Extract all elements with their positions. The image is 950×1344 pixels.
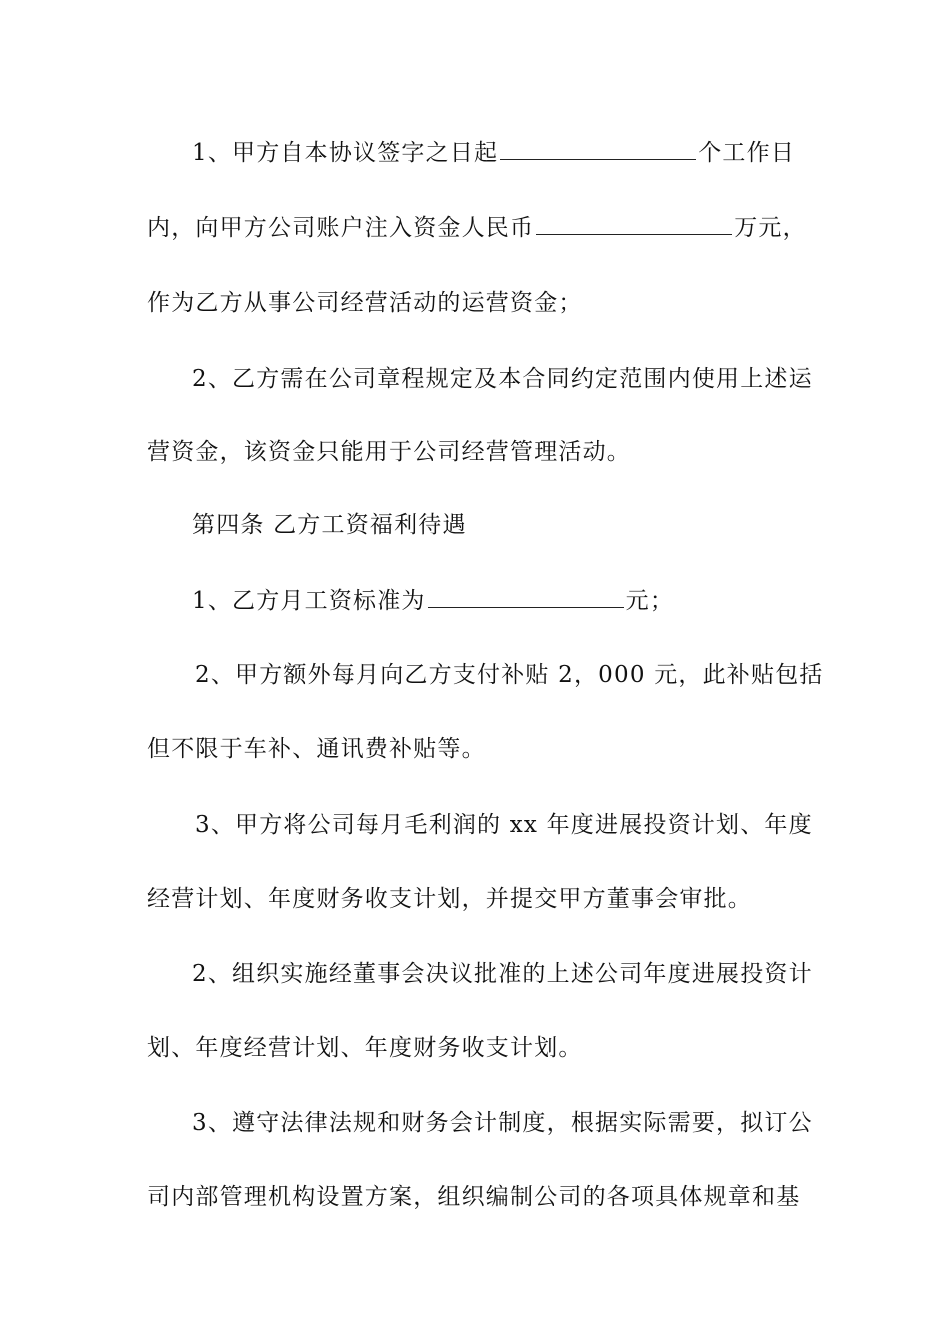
- blank-workdays: [500, 139, 696, 160]
- blank-salary: [428, 587, 624, 608]
- paragraph-2-line-2: 营资金，该资金只能用于公司经营管理活动。: [147, 439, 631, 465]
- paragraph-6-line-1: 2、组织实施经董事会决议批准的上述公司年度进展投资计: [192, 961, 813, 987]
- paragraph-7-line-2: 司内部管理机构设置方案，组织编制公司的各项具体规章和基: [147, 1184, 801, 1210]
- text: 元；: [625, 588, 675, 614]
- text: 个工作日: [698, 140, 796, 166]
- text: 内，向甲方公司账户注入资金人民币: [147, 215, 535, 241]
- blank-amount: [536, 214, 732, 235]
- paragraph-1-line-1: [192, 138, 872, 168]
- text: 1、甲方自本协议签字之日起: [192, 140, 499, 166]
- paragraph-4-line-2: 但不限于车补、通讯费补贴等。: [147, 736, 486, 762]
- text: 1、乙方月工资标准为: [192, 588, 426, 614]
- paragraph-7-line-1: 3、遵守法律法规和财务会计制度，根据实际需要，拟订公: [192, 1110, 813, 1136]
- paragraph-4-line-1: 2、甲方额外每月向乙方支付补贴 2，000 元，此补贴包括: [195, 662, 824, 688]
- paragraph-1-line-2: [147, 213, 827, 243]
- text: 万元，: [734, 215, 807, 241]
- paragraph-1-line-3: 作为乙方从事公司经营活动的运营资金；: [147, 290, 583, 316]
- paragraph-3-line-1: [192, 586, 872, 616]
- section-heading: 第四条 乙方工资福利待遇: [192, 512, 467, 538]
- paragraph-2-line-1: 2、乙方需在公司章程规定及本合同约定范围内使用上述运: [192, 366, 813, 392]
- paragraph-5-line-1: 3、甲方将公司每月毛利润的 xx 年度进展投资计划、年度: [195, 812, 813, 838]
- paragraph-6-line-2: 划、年度经营计划、年度财务收支计划。: [147, 1035, 583, 1061]
- paragraph-5-line-2: 经营计划、年度财务收支计划，并提交甲方董事会审批。: [147, 886, 752, 912]
